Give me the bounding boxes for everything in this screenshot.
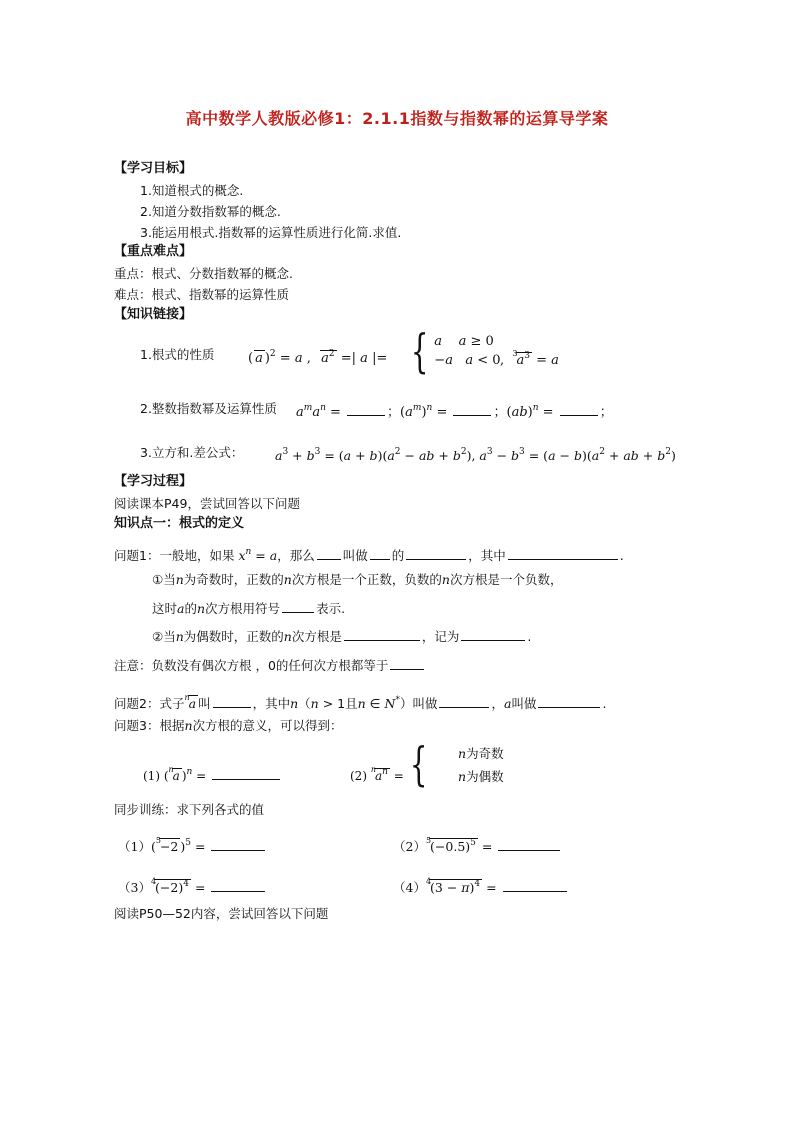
section-goals: 【学习目标】 [114, 161, 193, 176]
question-3-cases: { [409, 737, 428, 791]
read-instruction-1: 阅读课本P49，尝试回答以下问题 [114, 496, 300, 511]
cube-root-formula: , $^3a^3 = a$ [500, 349, 559, 368]
question-1-symbol: 这时a的n次方根用符号 表示. [152, 601, 346, 616]
practice-3: $(3)^4(-2)^4$ = [118, 874, 267, 896]
cube-sum-difference-formula: $a^3 + b^3 = (a + b)(a^2$ − ab + $b^2$), $a^3 - b^3 = (a - b)(a^2$ + ab + $b^2$) [275, 447, 676, 463]
question-2: 问题2：式子$^n$a 叫 ，其中n（n > 1且n ∈ N*）叫做 ，a叫做 . [114, 693, 607, 711]
practice-2: $(2)^5(-0.5)^5$ = [393, 833, 562, 855]
section-key: 【重点难点】 [114, 244, 193, 259]
page-title: 高中数学人教版必修1：2.1.1指数与指数幂的运算导学案 [185, 109, 609, 128]
goal-item: 1.知道根式的概念. [140, 183, 244, 198]
question-3-part-2: (2) $^na^n$ = [350, 765, 404, 783]
link-item-1-label: 1.根式的性质 [140, 347, 215, 362]
integer-exponent-formula: $a^ma^n$ = ；$(a^m)^n$ = ；(ab)$^n$ = ； [296, 403, 613, 420]
case-odd: n为奇数 [458, 746, 504, 761]
practice-heading: 同步训练：求下列各式的值 [114, 802, 265, 817]
goal-item: 3.能运用根式.指数幂的运算性质进行化简.求值. [140, 225, 402, 240]
section-links: 【知识链接】 [114, 307, 193, 322]
link-item-2-label: 2.整数指数幂及运算性质 [140, 401, 277, 416]
key-important: 重点：根式、分数指数幂的概念. [114, 266, 293, 281]
practice-4: $(4)^4(3 - \pi)^4$ = [393, 874, 569, 896]
practice-1: （1）($^5$−2 )$^5$ = [118, 833, 267, 855]
piecewise-abs-formula: { a a ≥ 0 −a a < 0 [410, 324, 501, 378]
knowledge-point-1: 知识点一：根式的定义 [114, 516, 245, 531]
question-1-odd: ①当n为奇数时，正数的n次方根是一个正数，负数的n次方根是一个负数， [152, 572, 563, 587]
radical-properties-formula: ( a )$^2$ = a , $a^2$ =| a |= [248, 349, 388, 366]
section-process: 【学习过程】 [114, 474, 193, 489]
link-item-3-label: 3.立方和.差公式： [140, 445, 244, 460]
question-3: 问题3：根据n次方根的意义，可以得到： [114, 718, 343, 733]
note-line: 注意：负数没有偶次方根 ，0的任何次方根都等于 [114, 657, 426, 674]
question-3-part-1: (1) ($^n$a )$^n$ = [143, 762, 282, 784]
goal-item: 2.知道分数指数幂的概念. [140, 204, 281, 219]
key-difficult: 难点：根式、指数幂的运算性质 [114, 287, 290, 302]
question-1-even: ②当n为偶数时，正数的n次方根是 ，记为 . [152, 629, 532, 644]
case-even: n为偶数 [458, 769, 504, 784]
read-instruction-2: 阅读P50—52内容，尝试回答以下问题 [114, 906, 329, 921]
question-1: 问题1：一般地，如果 $x^n = a$，那么 叫做 的 ，其中 . [114, 547, 624, 563]
